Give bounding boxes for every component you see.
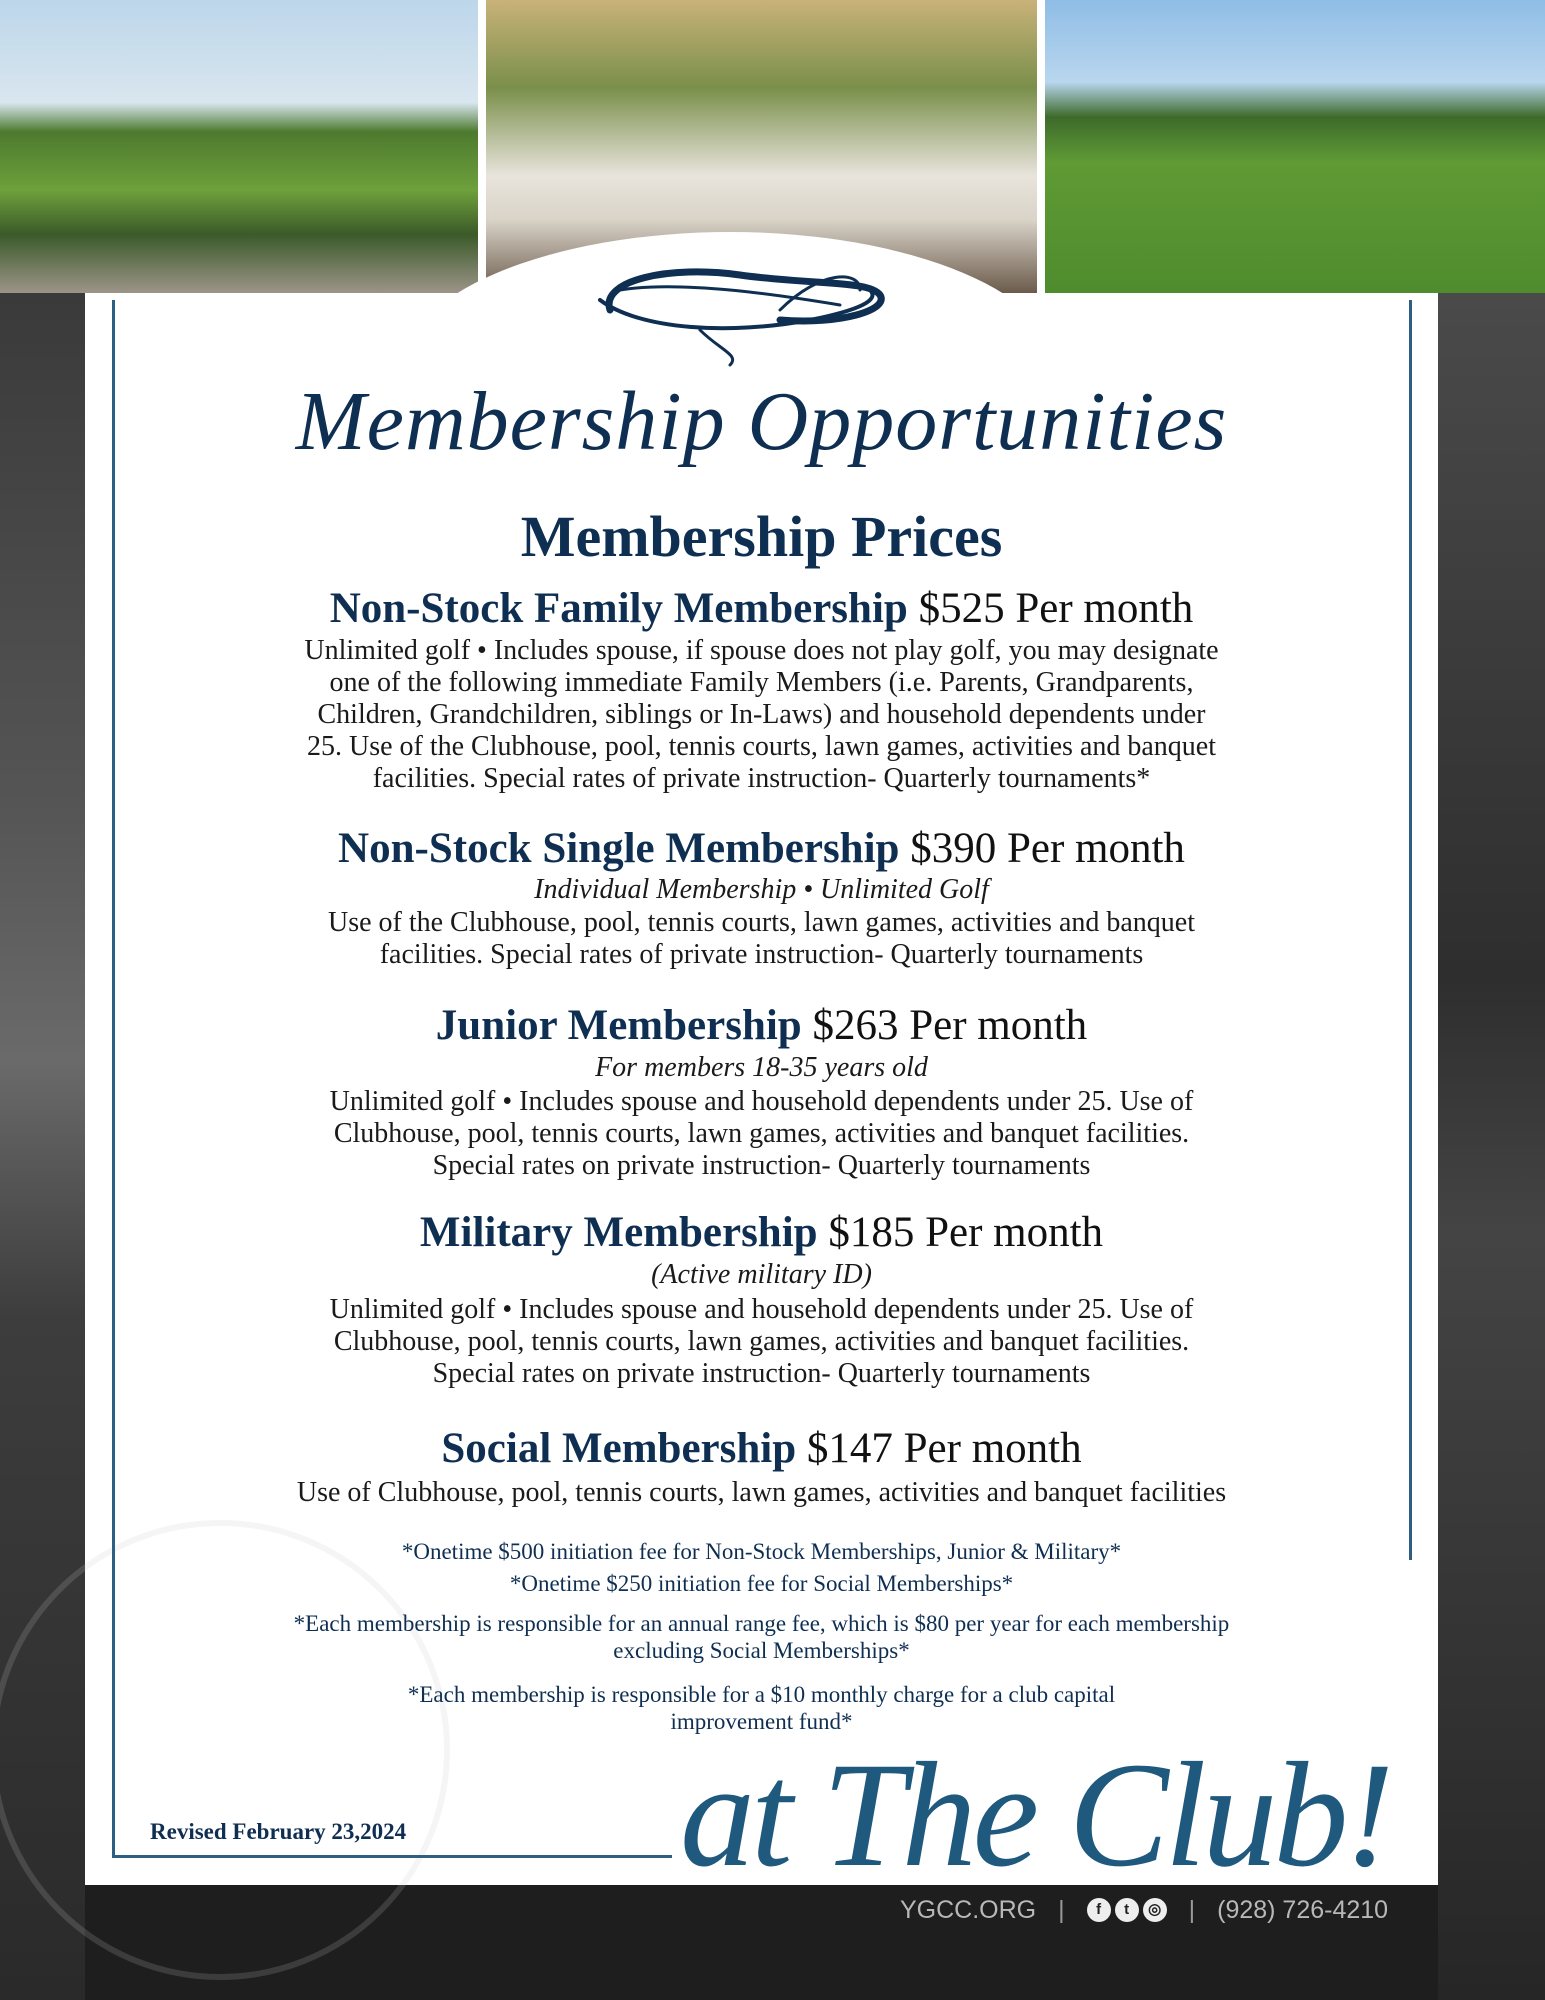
phone-number[interactable]: (928) 726-4210 — [1217, 1896, 1389, 1924]
description-line: Unlimited golf • Includes spouse and household dependents under 25. Use of — [329, 1086, 1194, 1117]
footnote-line: improvement fund* — [670, 1709, 853, 1734]
description-line: Special rates on private instruction- Quarterly tournaments — [432, 1358, 1091, 1389]
border-bottom — [112, 1855, 672, 1858]
membership-name: Non-Stock Single Membership — [338, 825, 900, 872]
description-line: Clubhouse, pool, tennis courts, lawn games, activities and banquet facilities. — [333, 1118, 1190, 1149]
facebook-icon[interactable]: f — [1087, 1898, 1111, 1922]
membership-price: $525 Per month — [918, 585, 1194, 632]
footnote-range-fee — [112, 1610, 1411, 1664]
membership-price: $263 Per month — [812, 1002, 1088, 1049]
footnote-initiation-social: *Onetime $250 initiation fee for Social Memberships* — [509, 1571, 1014, 1596]
footnote-capital-fund — [112, 1681, 1411, 1735]
twitter-icon[interactable]: t — [1115, 1898, 1139, 1922]
membership-heading-military — [112, 1210, 1411, 1256]
flourish-ornament-icon — [580, 250, 900, 370]
membership-heading-single — [112, 826, 1411, 872]
membership-note: (Active military ID) — [651, 1259, 872, 1290]
photo-golf-green-flag — [1045, 0, 1545, 293]
description-line: Unlimited golf • Includes spouse, if spouse does not play golf, you may designate — [304, 635, 1219, 666]
membership-price: $185 Per month — [828, 1209, 1104, 1256]
membership-note: Individual Membership • Unlimited Golf — [534, 874, 989, 905]
description-line: one of the following immediate Family Members (i.e. Parents, Grandparents, — [329, 667, 1194, 698]
membership-name: Military Membership — [419, 1209, 818, 1256]
membership-description — [112, 1086, 1411, 1182]
social-icons — [1087, 1898, 1167, 1922]
description-line: Children, Grandchildren, siblings or In-Laws) and household dependents under — [317, 699, 1206, 730]
description-line: Unlimited golf • Includes spouse and household dependents under 25. Use of — [329, 1294, 1194, 1325]
membership-price: $390 Per month — [910, 825, 1185, 872]
description-line: Use of the Clubhouse, pool, tennis courts, lawn games, activities and banquet — [327, 907, 1196, 938]
description-line: Use of Clubhouse, pool, tennis courts, lawn games, activities and banquet facilities — [296, 1477, 1227, 1508]
membership-price: $147 Per month — [806, 1425, 1082, 1472]
footnote-line: *Each membership is responsible for a $10 monthly charge for a club capital — [407, 1682, 1116, 1707]
membership-description — [112, 907, 1411, 971]
page-title: Membership Opportunities — [295, 375, 1228, 468]
description-line: facilities. Special rates of private instruction- Quarterly tournaments* — [372, 763, 1151, 794]
description-line: 25. Use of the Clubhouse, pool, tennis courts, lawn games, activities and banquet — [306, 731, 1217, 762]
membership-name: Junior Membership — [435, 1002, 802, 1049]
membership-description — [112, 635, 1411, 795]
separator: | — [1188, 1896, 1196, 1924]
membership-heading-family — [112, 586, 1411, 632]
photo-divider — [1037, 0, 1045, 293]
instagram-icon[interactable]: ◎ — [1143, 1898, 1167, 1922]
revised-date: Revised February 23,2024 — [150, 1819, 407, 1844]
membership-name: Social Membership — [441, 1425, 797, 1472]
separator: | — [1058, 1896, 1065, 1924]
at-the-club-logo: at The Club! — [680, 1732, 1391, 1898]
section-title: Membership Prices — [520, 504, 1003, 569]
photo-divider — [478, 0, 486, 293]
description-line: Clubhouse, pool, tennis courts, lawn games, activities and banquet facilities. — [333, 1326, 1190, 1357]
membership-note: For members 18-35 years old — [595, 1052, 928, 1083]
footnote-line: *Each membership is responsible for an annual range fee, which is $80 per year for each membership — [293, 1611, 1230, 1636]
website-link[interactable]: YGCC.ORG — [900, 1896, 1037, 1924]
membership-description — [112, 1477, 1411, 1509]
photo-golf-course-bridge — [0, 0, 478, 293]
footer-contact — [900, 1895, 1388, 1925]
membership-description — [112, 1294, 1411, 1390]
membership-heading-social — [112, 1426, 1411, 1472]
membership-name: Non-Stock Family Membership — [329, 585, 908, 632]
footnote-initiation-nonstock: *Onetime $500 initiation fee for Non-Stock Memberships, Junior & Military* — [401, 1539, 1122, 1564]
background-photo-right — [1438, 293, 1545, 2000]
description-line: facilities. Special rates of private instruction- Quarterly tournaments — [379, 939, 1144, 970]
footnote-line: excluding Social Memberships* — [613, 1638, 910, 1663]
description-line: Special rates on private instruction- Quarterly tournaments — [432, 1150, 1091, 1181]
membership-heading-junior — [112, 1003, 1411, 1049]
